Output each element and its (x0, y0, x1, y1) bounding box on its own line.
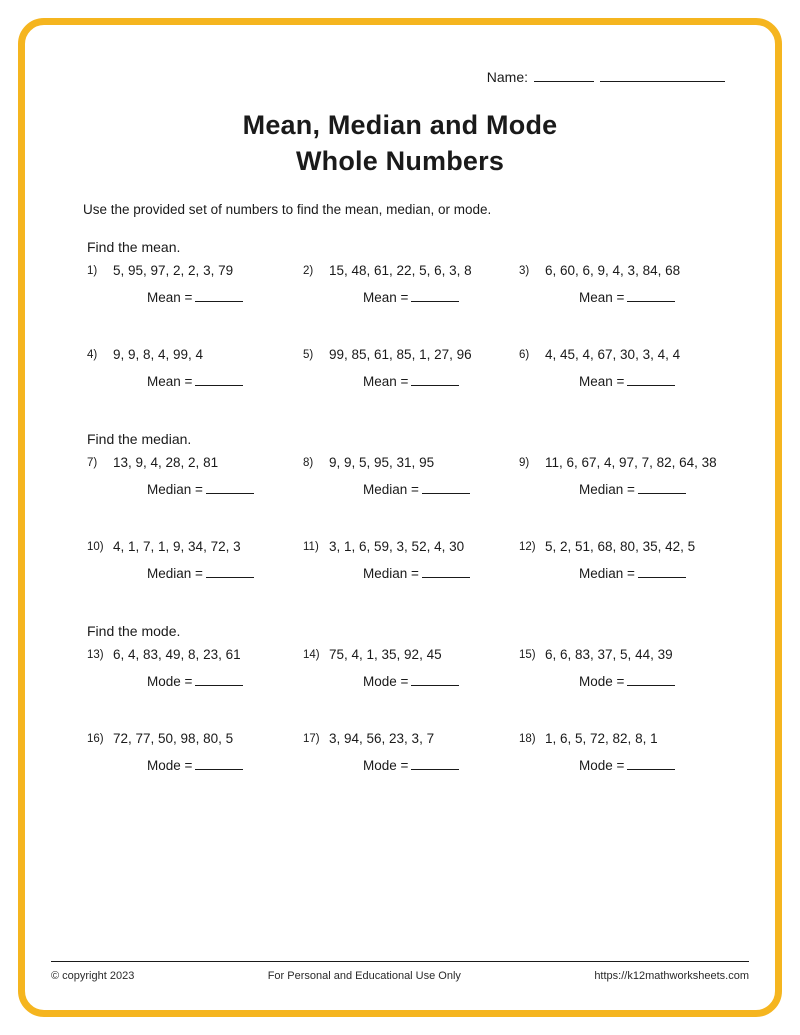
problem-number: 10) (87, 540, 104, 553)
problem-grid (87, 455, 735, 601)
problem-item (87, 647, 303, 709)
answer-label: Mode = (579, 673, 625, 689)
problem-item (519, 455, 735, 517)
answer-row (363, 566, 519, 581)
problem-numbers: 9, 9, 8, 4, 99, 4 (113, 346, 204, 362)
problem-item (87, 347, 303, 409)
answer-blank[interactable] (206, 482, 254, 494)
problem-body (113, 455, 303, 497)
problem-body (545, 263, 735, 305)
problem-body (329, 731, 519, 773)
page-title (65, 107, 735, 180)
problem-numbers: 13, 9, 4, 28, 2, 81 (113, 454, 219, 470)
problem-item (303, 347, 519, 409)
problem-item (303, 731, 519, 793)
problem-numbers: 4, 1, 7, 1, 9, 34, 72, 3 (113, 538, 241, 554)
title-line-1: Mean, Median and Mode (242, 110, 558, 140)
problem-numbers: 1, 6, 5, 72, 82, 8, 1 (545, 730, 658, 746)
problem-number: 5) (303, 348, 314, 361)
problem-numbers: 6, 4, 83, 49, 8, 23, 61 (113, 646, 241, 662)
answer-row (363, 374, 519, 389)
problem-number: 12) (519, 540, 536, 553)
answer-blank[interactable] (195, 290, 243, 302)
problem-number: 15) (519, 648, 536, 661)
problem-body (113, 731, 303, 773)
problem-body (545, 539, 735, 581)
section-median (65, 431, 735, 601)
usage-text: For Personal and Educational Use Only (267, 970, 461, 982)
website-url[interactable]: https://k12mathworksheets.com (594, 970, 749, 982)
problem-numbers: 9, 9, 5, 95, 31, 95 (329, 454, 435, 470)
problem-item (87, 263, 303, 325)
problem-body (329, 347, 519, 389)
answer-blank[interactable] (206, 566, 254, 578)
answer-label: Mode = (579, 757, 625, 773)
problem-grid (87, 263, 735, 409)
problem-number: 6) (519, 348, 530, 361)
answer-row (579, 482, 735, 497)
answer-row (147, 290, 303, 305)
problem-body (545, 647, 735, 689)
answer-label: Mean = (579, 373, 625, 389)
answer-blank[interactable] (627, 758, 675, 770)
name-row (65, 55, 735, 85)
problem-item (303, 263, 519, 325)
answer-label: Median = (579, 481, 635, 497)
problem-body (545, 731, 735, 773)
problem-body (545, 455, 735, 497)
problem-number: 9) (519, 456, 530, 469)
problem-number: 13) (87, 648, 104, 661)
problem-number: 8) (303, 456, 314, 469)
problem-numbers: 5, 2, 51, 68, 80, 35, 42, 5 (545, 538, 696, 554)
name-blank-long[interactable] (600, 69, 725, 82)
answer-label: Mean = (147, 373, 193, 389)
answer-blank[interactable] (627, 674, 675, 686)
problem-numbers: 15, 48, 61, 22, 5, 6, 3, 8 (329, 262, 472, 278)
problem-numbers: 6, 60, 6, 9, 4, 3, 84, 68 (545, 262, 681, 278)
problem-number: 11) (303, 540, 319, 553)
problem-number: 18) (519, 732, 536, 745)
problem-item (519, 647, 735, 709)
problem-item (303, 455, 519, 517)
section-mean (65, 239, 735, 409)
footer (51, 961, 749, 982)
problem-numbers: 6, 6, 83, 37, 5, 44, 39 (545, 646, 673, 662)
answer-row (579, 674, 735, 689)
worksheet-frame (18, 18, 782, 1017)
answer-label: Mode = (363, 673, 409, 689)
answer-label: Mean = (147, 289, 193, 305)
problem-body (113, 647, 303, 689)
problem-item (87, 455, 303, 517)
answer-label: Median = (579, 565, 635, 581)
answer-blank[interactable] (411, 290, 459, 302)
problem-item (519, 539, 735, 601)
answer-label: Median = (147, 481, 203, 497)
problem-body (329, 455, 519, 497)
problem-item (87, 539, 303, 601)
answer-blank[interactable] (422, 482, 470, 494)
answer-label: Mean = (363, 373, 409, 389)
problem-number: 2) (303, 264, 314, 277)
name-blank-short[interactable] (534, 69, 594, 82)
problem-item (519, 347, 735, 409)
problem-number: 17) (303, 732, 320, 745)
problem-numbers: 75, 4, 1, 35, 92, 45 (329, 646, 442, 662)
section-mode (65, 623, 735, 793)
copyright-text: © copyright 2023 (51, 970, 135, 982)
problem-number: 4) (87, 348, 98, 361)
problem-numbers: 4, 45, 4, 67, 30, 3, 4, 4 (545, 346, 681, 362)
problem-numbers: 99, 85, 61, 85, 1, 27, 96 (329, 346, 472, 362)
answer-blank[interactable] (195, 758, 243, 770)
problem-number: 16) (87, 732, 104, 745)
instructions: Use the provided set of numbers to find the mean, median, or mode. (83, 201, 492, 217)
problem-item (303, 647, 519, 709)
problem-body (545, 347, 735, 389)
answer-row (579, 290, 735, 305)
answer-blank[interactable] (638, 482, 686, 494)
answer-blank[interactable] (638, 566, 686, 578)
answer-blank[interactable] (411, 374, 459, 386)
answer-row (579, 566, 735, 581)
answer-blank[interactable] (627, 290, 675, 302)
problem-number: 7) (87, 456, 98, 469)
answer-blank[interactable] (422, 566, 470, 578)
answer-blank[interactable] (627, 374, 675, 386)
footer-divider (51, 961, 749, 962)
answer-label: Median = (147, 565, 203, 581)
problem-numbers: 5, 95, 97, 2, 2, 3, 79 (113, 262, 234, 278)
answer-label: Median = (363, 565, 419, 581)
problem-number: 3) (519, 264, 530, 277)
problem-item (519, 263, 735, 325)
problem-body (329, 263, 519, 305)
answer-label: Median = (363, 481, 419, 497)
section-heading: Find the mode. (87, 622, 181, 639)
answer-label: Mean = (579, 289, 625, 305)
problem-number: 1) (87, 264, 98, 277)
answer-row (147, 374, 303, 389)
answer-blank[interactable] (195, 374, 243, 386)
answer-row (579, 374, 735, 389)
title-line-2: Whole Numbers (295, 146, 505, 177)
problem-body (329, 647, 519, 689)
problem-numbers: 3, 94, 56, 23, 3, 7 (329, 730, 435, 746)
section-heading: Find the mean. (87, 238, 181, 255)
problem-number: 14) (303, 648, 320, 661)
name-label: Name: (486, 69, 528, 85)
footer-row (51, 970, 749, 982)
answer-row (147, 566, 303, 581)
problem-numbers: 72, 77, 50, 98, 80, 5 (113, 730, 234, 746)
answer-row (147, 758, 303, 773)
answer-row (363, 674, 519, 689)
problem-body (113, 263, 303, 305)
problem-item (87, 731, 303, 793)
answer-label: Mode = (147, 757, 193, 773)
answer-blank[interactable] (195, 674, 243, 686)
answer-label: Mode = (363, 757, 409, 773)
answer-blank[interactable] (411, 758, 459, 770)
problem-item (303, 539, 519, 601)
answer-row (147, 482, 303, 497)
answer-row (579, 758, 735, 773)
problem-item (519, 731, 735, 793)
answer-row (147, 674, 303, 689)
problem-numbers: 11, 6, 67, 4, 97, 7, 82, 64, 38 (545, 454, 717, 470)
answer-blank[interactable] (411, 674, 459, 686)
problem-grid (87, 647, 735, 793)
problem-body (113, 347, 303, 389)
answer-row (363, 758, 519, 773)
answer-label: Mode = (147, 673, 193, 689)
section-heading: Find the median. (87, 430, 192, 447)
problem-body (113, 539, 303, 581)
problem-numbers: 3, 1, 6, 59, 3, 52, 4, 30 (329, 538, 465, 554)
answer-row (363, 290, 519, 305)
problem-body (329, 539, 519, 581)
answer-row (363, 482, 519, 497)
answer-label: Mean = (363, 289, 409, 305)
